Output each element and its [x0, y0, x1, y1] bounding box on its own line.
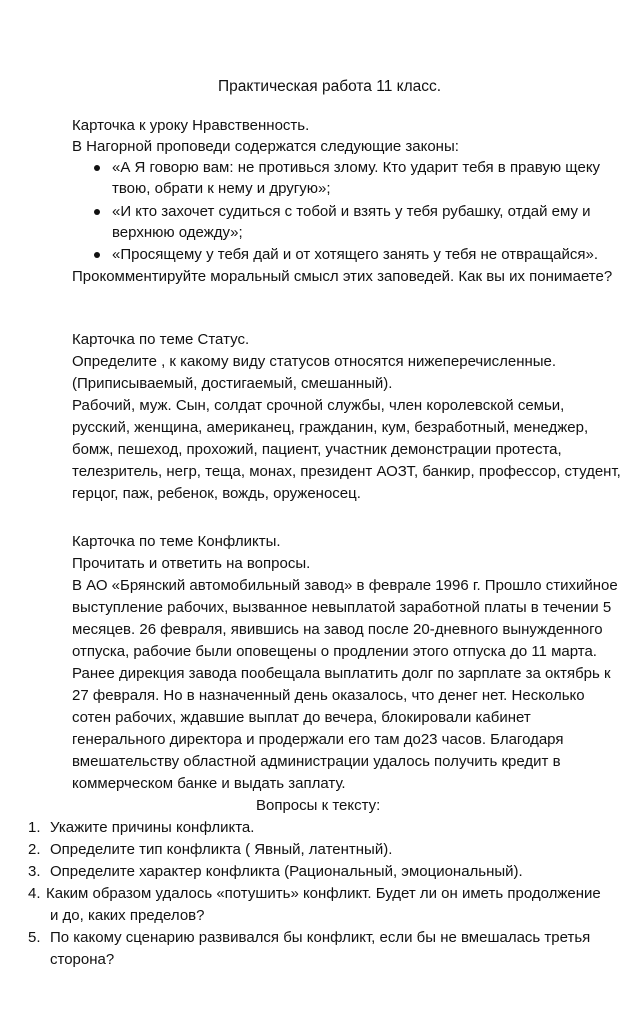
- card2-heading: Карточка по теме Статус.: [72, 331, 250, 348]
- question-5-number: 5.: [28, 929, 41, 946]
- card2-line-4: русский, женщина, американец, гражданин, кум, безработный, менеджер,: [72, 419, 589, 436]
- question-1-text: Укажите причины конфликта.: [50, 819, 255, 836]
- card3-text-line-8: генерального директора и продержали его там до23 часов. Благодаря: [72, 731, 564, 748]
- card1-bullet-2-line-1: «И кто захочет судиться с тобой и взять у тебя рубашку, отдай ему и: [112, 203, 591, 220]
- question-2-number: 2.: [28, 841, 41, 858]
- card3-text-line-6: 27 февраля. Но в назначенный день оказалось, что денег нет. Несколько: [72, 687, 585, 704]
- bullet-icon: [94, 252, 100, 258]
- card3-text-line-5: Ранее дирекция завода пообещала выплатить долг по зарплате за октябрь к: [72, 665, 611, 682]
- questions-heading: Вопросы к тексту:: [256, 797, 381, 814]
- card1-bullet-3-line-1: «Просящему у тебя дай и от хотящего занять у тебя не отвращайся».: [112, 246, 599, 263]
- question-5-text-line-1: По какому сценарию развивался бы конфликт, если бы не вмешалась третья: [50, 929, 591, 946]
- card3-text-line-1: В АО «Брянский автомобильный завод» в феврале 1996 г. Прошло стихийное: [72, 577, 618, 594]
- question-4-text-line-2: и до, каких пределов?: [50, 907, 205, 924]
- card1-heading: Карточка к уроку Нравственность.: [72, 117, 310, 134]
- bullet-icon: [94, 209, 100, 215]
- card3-text-line-9: вмешательству областной администрации удалось получить кредит в: [72, 753, 561, 770]
- card2-line-7: герцог, паж, ребенок, вождь, оруженосец.: [72, 485, 361, 502]
- card1-bullet-1-line-1: «А Я говорю вам: не противься злому. Кто ударит тебя в правую щеку: [112, 159, 601, 176]
- card3-instruction: Прочитать и ответить на вопросы.: [72, 555, 311, 572]
- card1-question: Прокомментируйте моральный смысл этих заповедей. Как вы их понимаете?: [72, 268, 613, 285]
- question-1-number: 1.: [28, 819, 41, 836]
- question-4-text-line-1: Каким образом удалось «потушить» конфликт. Будет ли он иметь продолжение: [46, 885, 601, 902]
- card3-text-line-2: выступление рабочих, вызванное невыплатой заработной платы в течении 5: [72, 599, 612, 616]
- card2-line-2: (Приписываемый, достигаемый, смешанный).: [72, 375, 393, 392]
- document-title: Практическая работа 11 класс.: [218, 78, 442, 95]
- card3-text-line-3: месяцев. 26 февраля, явившись на завод после 20-дневного вынужденного: [72, 621, 603, 638]
- card1-bullet-1-line-2: твою, обрати к нему и другую»;: [112, 180, 331, 197]
- card2-line-6: телезритель, негр, теща, монах, президент АОЗТ, банкир, профессор, студент,: [72, 463, 621, 480]
- card2-line-3: Рабочий, муж. Сын, солдат срочной службы, член королевской семьи,: [72, 397, 565, 414]
- card3-heading: Карточка по теме Конфликты.: [72, 533, 281, 550]
- card2-line-5: бомж, пешеход, прохожий, пациент, участник демонстрации протеста,: [72, 441, 562, 458]
- bullet-icon: [94, 165, 100, 171]
- card3-text-line-7: сотен рабочих, ждавшие выплат до вечера, блокировали кабинет: [72, 709, 531, 726]
- question-2-text: Определите тип конфликта ( Явный, латентный).: [50, 841, 393, 858]
- card3-text-line-4: отпуска, рабочие были оповещены о продлении этого отпуска до 11 марта.: [72, 643, 597, 660]
- card1-intro: В Нагорной проповеди содержатся следующие законы:: [72, 138, 459, 155]
- question-3-text: Определите характер конфликта (Рациональный, эмоциональный).: [50, 863, 523, 880]
- question-4-number: 4.: [28, 885, 41, 902]
- question-5-text-line-2: сторона?: [50, 951, 115, 968]
- card2-line-1: Определите , к какому виду статусов относятся нижеперечисленные.: [72, 353, 557, 370]
- question-3-number: 3.: [28, 863, 41, 880]
- card1-bullet-2-line-2: верхнюю одежду»;: [112, 224, 243, 241]
- card3-text-line-10: коммерческом банке и выдать заплату.: [72, 775, 346, 792]
